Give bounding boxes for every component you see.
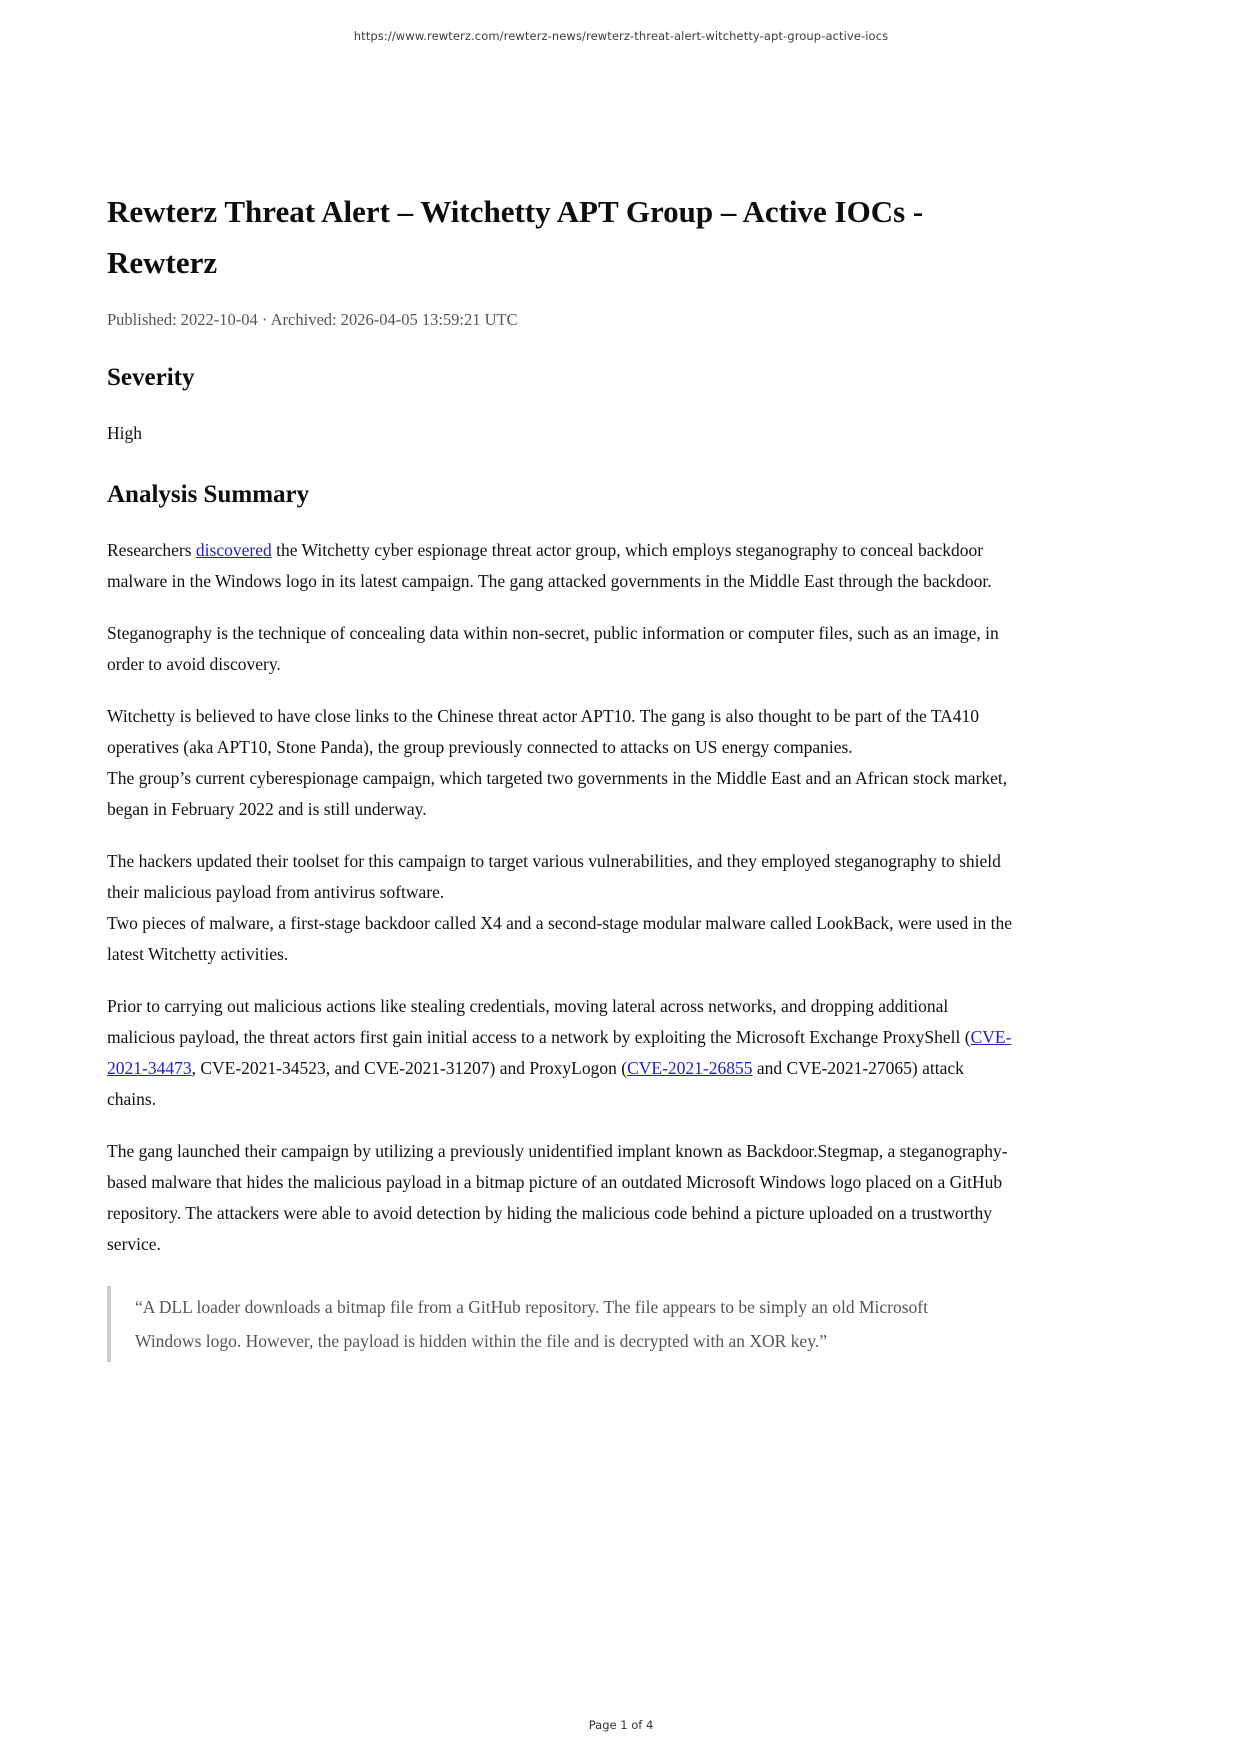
paragraph-text: Prior to carrying out malicious actions like stealing credentials, moving lateral across networks, and dropping additional malicious payload, the threat actors first gain initial access to a network by exploiting the Microsoft Exchange ProxyShell ( — [107, 996, 971, 1047]
paragraph-exploit-chains — [107, 991, 1012, 1115]
paragraph-researchers — [107, 535, 1012, 597]
paragraph-text: The group’s current cyberespionage campaign, which targeted two governments in the Middle East and an African stock market, began in February 2022 and is still underway. — [107, 768, 1008, 819]
analysis-summary-heading: Analysis Summary — [107, 481, 310, 508]
document-body — [107, 186, 1012, 1362]
cve-2021-26855-link[interactable]: CVE-2021-26855 — [627, 1058, 753, 1078]
page-number-footer: Page 1 of 4 — [588, 1718, 654, 1732]
page-title: Rewterz Threat Alert – Witchetty APT Group – Active IOCs - Rewterz — [107, 194, 924, 280]
paragraph-text: The hackers updated their toolset for this campaign to target various vulnerabilities, and they employed steganography to shield their malicious payload from antivirus software. — [107, 851, 1001, 902]
discovered-link[interactable]: discovered — [195, 540, 272, 560]
severity-heading: Severity — [107, 364, 195, 391]
dll-loader-quote: “A DLL loader downloads a bitmap file from a GitHub repository. The file appears to be simply an old Microsoft Windows logo. However, the payload is hidden within the file and is decrypted with an XOR key.” — [107, 1286, 1012, 1362]
severity-value: High — [107, 423, 142, 443]
published-archived-meta: Published: 2022-10-04 · Archived: 2026-04-05 13:59:21 UTC — [107, 310, 518, 329]
paragraph-text: and CVE-2021-27065) attack chains. — [107, 1058, 964, 1109]
paragraph-backdoor-stegmap: The gang launched their campaign by utilizing a previously unidentified implant known as Backdoor.Stegmap, a steganography-based malware that hides the malicious payload in a bitmap picture of an outdated Microsoft Windows logo placed on a GitHub repository. The attackers were able to avoid detection by hiding the malicious code behind a picture uploaded on a trustworthy service. — [107, 1141, 1008, 1254]
paragraph-text: the Witchetty cyber espionage threat actor group, which employs steganography to conceal backdoor malware in the Windows logo in its latest campaign. The gang attacked governments in the Middle East through the backdoor. — [107, 540, 992, 591]
paragraph-steganography-definition: Steganography is the technique of concealing data within non-secret, public information or computer files, such as an image, in order to avoid discovery. — [107, 623, 999, 674]
paragraph-toolset-update — [107, 846, 1012, 970]
archive-url-header: https://www.rewterz.com/rewterz-news/rewterz-threat-alert-witchetty-apt-group-active-iocs — [353, 29, 889, 43]
paragraph-text: Two pieces of malware, a first-stage backdoor called X4 and a second-stage modular malware called LookBack, were used in the latest Witchetty activities. — [107, 913, 1013, 964]
paragraph-text: Witchetty is believed to have close links to the Chinese threat actor APT10. The gang is also thought to be part of the TA410 operatives (aka APT10, Stone Panda), the group previously connected to attacks on US energy companies. — [107, 706, 980, 757]
paragraph-text: , CVE-2021-34523, and CVE-2021-31207) and ProxyLogon ( — [191, 1058, 628, 1078]
paragraph-witchetty-links — [107, 701, 1012, 825]
paragraph-text: Researchers — [107, 540, 196, 560]
cve-2021-34473-link[interactable]: CVE-2021-34473 — [107, 1027, 1012, 1078]
